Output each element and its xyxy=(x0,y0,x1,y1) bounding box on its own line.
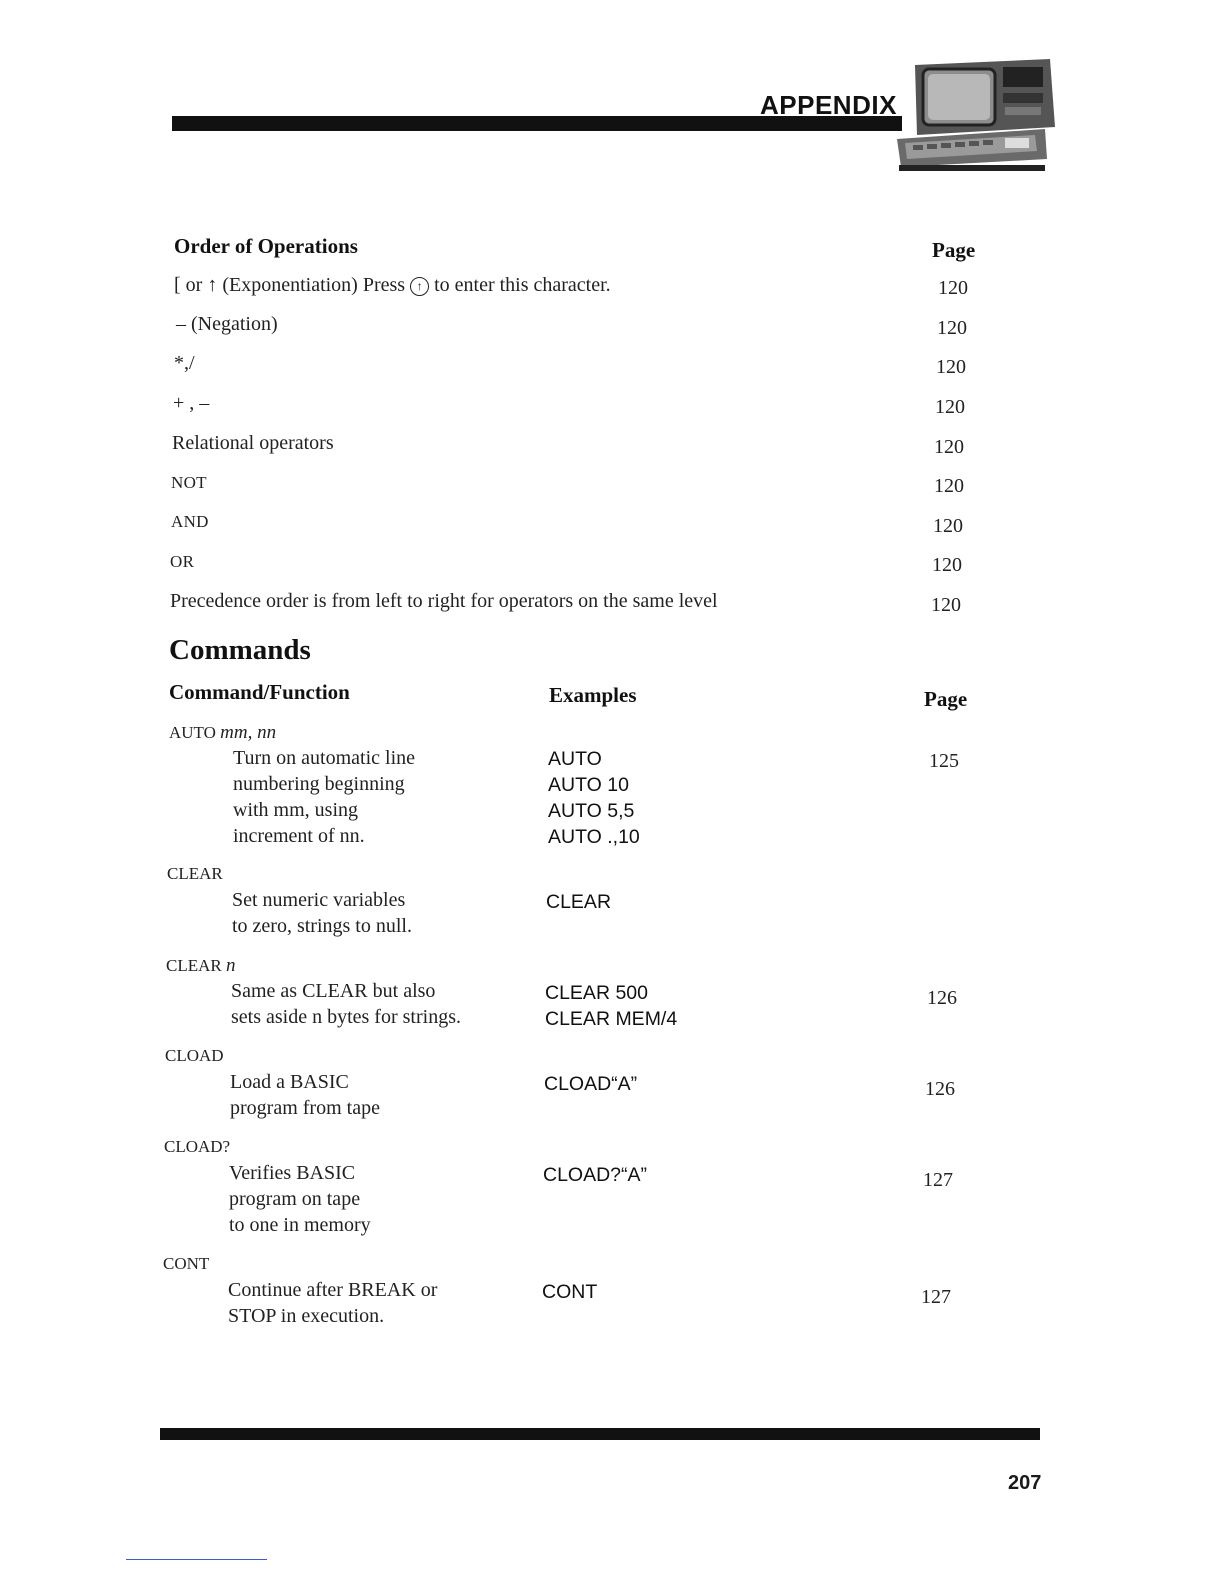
commands-heading: Commands xyxy=(169,634,311,666)
up-arrow-key-icon: ↑ xyxy=(410,277,429,296)
command-description-clear xyxy=(232,887,412,939)
command-page-cont: 127 xyxy=(921,1286,951,1308)
command-examples-auto xyxy=(548,746,640,850)
desc-line: Verifies BASIC xyxy=(229,1162,356,1184)
command-description-cload-verify xyxy=(229,1160,371,1238)
command-page-auto: 125 xyxy=(929,750,959,772)
command-name-auto xyxy=(169,722,276,744)
command-page-clear-n: 126 xyxy=(927,987,957,1009)
example-line: AUTO 10 xyxy=(548,774,629,796)
computer-icon xyxy=(895,55,1060,175)
order-of-operations-heading: Order of Operations xyxy=(174,234,358,258)
order-page-column-header: Page xyxy=(932,238,976,262)
command-examples-cont xyxy=(542,1279,597,1305)
page-column-label: Page xyxy=(924,687,968,711)
example-line: AUTO 5,5 xyxy=(548,800,635,822)
command-description-cont xyxy=(228,1277,437,1329)
op-row-or: OR xyxy=(170,552,195,571)
desc-line: program from tape xyxy=(230,1097,380,1119)
up-arrow-icon: ↑ xyxy=(207,274,218,296)
op-row-mult-div: *,/ xyxy=(174,352,195,374)
command-keyword: AUTO xyxy=(169,723,221,742)
page-column-header xyxy=(924,687,967,712)
desc-line: program on tape xyxy=(229,1188,361,1210)
example-line: AUTO xyxy=(548,748,602,770)
op-page: 120 xyxy=(933,515,963,537)
op-text: [ or xyxy=(174,274,208,296)
op-page: 120 xyxy=(934,436,964,458)
desc-line: to one in memory xyxy=(229,1214,371,1236)
command-keyword: CONT xyxy=(163,1254,210,1273)
op-page: 120 xyxy=(935,396,965,418)
link-underline xyxy=(126,1559,267,1560)
op-page: 120 xyxy=(934,475,964,497)
example-line: CLEAR 500 xyxy=(545,982,648,1004)
op-text: (Exponentiation) Press xyxy=(217,274,411,296)
desc-line: STOP in execution. xyxy=(228,1305,385,1327)
command-description-auto xyxy=(233,745,415,849)
desc-line: Load a BASIC xyxy=(230,1071,349,1093)
command-examples-cload xyxy=(544,1071,637,1097)
examples-column-header: Examples xyxy=(549,683,637,707)
op-row-add-sub: + , – xyxy=(173,392,210,414)
desc-line: Turn on automatic line xyxy=(233,747,416,769)
op-page: 120 xyxy=(931,594,961,616)
command-examples-clear-n xyxy=(545,980,677,1032)
desc-line: numbering beginning xyxy=(233,773,405,795)
op-row-relational: Relational operators xyxy=(172,432,334,454)
op-page: 120 xyxy=(932,554,962,576)
example-line: CLEAR xyxy=(546,891,612,913)
command-args: n xyxy=(225,955,236,976)
op-row-precedence: Precedence order is from left to right for operators on the same level xyxy=(170,590,718,612)
desc-line: increment of nn. xyxy=(233,825,365,847)
command-description-cload xyxy=(230,1069,380,1121)
command-page-cload-verify: 127 xyxy=(923,1169,953,1191)
command-function-column-header: Command/Function xyxy=(169,680,350,704)
op-row-exponentiation xyxy=(174,274,611,297)
desc-line: Set numeric variables xyxy=(232,889,406,911)
command-keyword: CLOAD xyxy=(165,1046,224,1065)
desc-line: to zero, strings to null. xyxy=(232,915,412,937)
op-row-not: NOT xyxy=(171,473,207,492)
command-examples-cload-verify xyxy=(543,1162,647,1188)
command-keyword: CLEAR xyxy=(167,864,223,883)
example-line: CONT xyxy=(542,1281,598,1303)
command-keyword: CLOAD? xyxy=(164,1137,231,1156)
example-line: AUTO .,10 xyxy=(548,826,640,848)
command-page-cload: 126 xyxy=(925,1078,955,1100)
desc-line: with mm, using xyxy=(233,799,359,821)
op-text: to enter this character. xyxy=(429,274,611,296)
command-name-cload-verify xyxy=(164,1137,230,1157)
op-page: 120 xyxy=(937,317,967,339)
footer-rule xyxy=(160,1428,1040,1440)
command-name-cload xyxy=(165,1046,224,1066)
page-number: 207 xyxy=(1008,1472,1042,1494)
example-line: CLOAD?“A” xyxy=(543,1164,648,1186)
desc-line: sets aside n bytes for strings. xyxy=(231,1006,461,1028)
desc-line: Same as CLEAR but also xyxy=(231,980,436,1002)
example-line: CLEAR MEM/4 xyxy=(545,1008,678,1030)
op-row-negation: – (Negation) xyxy=(176,313,278,335)
command-name-cont xyxy=(163,1254,209,1274)
op-page: 120 xyxy=(938,277,968,299)
example-line: CLOAD“A” xyxy=(544,1073,638,1095)
appendix-title: APPENDIX xyxy=(760,90,897,120)
command-name-clear-n xyxy=(166,955,235,977)
op-row-and: AND xyxy=(171,512,209,531)
command-keyword: CLEAR xyxy=(166,956,226,975)
desc-line: Continue after BREAK or xyxy=(228,1279,438,1301)
command-name-clear xyxy=(167,864,223,884)
command-description-clear-n xyxy=(231,978,461,1030)
command-args: mm, nn xyxy=(220,722,277,743)
command-examples-clear xyxy=(546,889,611,915)
op-page: 120 xyxy=(936,356,966,378)
